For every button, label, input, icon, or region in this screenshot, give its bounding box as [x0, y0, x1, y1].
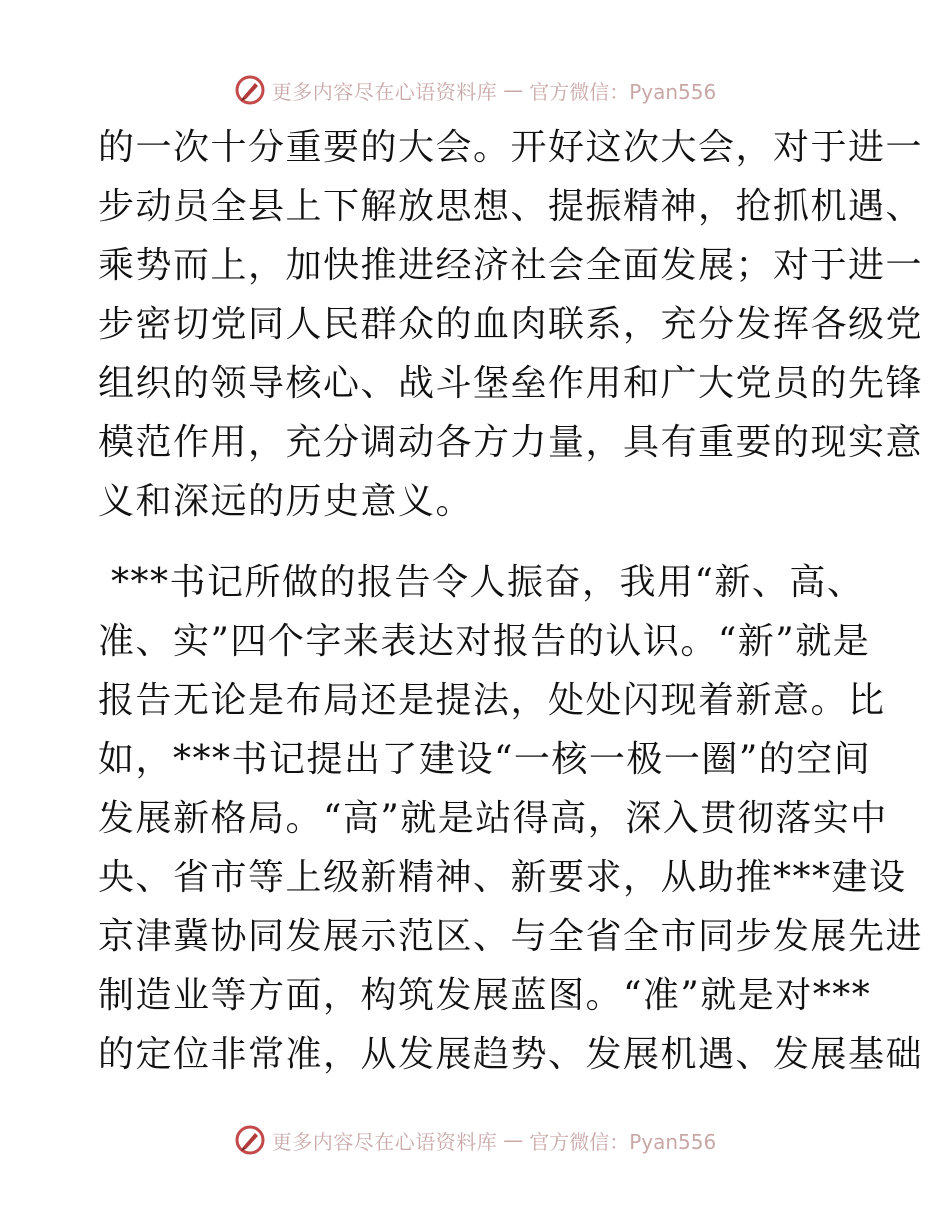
document-body [98, 118, 924, 1084]
text-line: 如，***书记提出了建设“一核一极一圈”的空间 [98, 739, 872, 780]
watermark-contact: 官方微信：Pyan556 [529, 79, 717, 104]
watermark-separator: — [503, 1128, 524, 1152]
text-line: 发展新格局。“高”就是站得高，深入贯彻落实中 [98, 798, 888, 839]
watermark-contact: 官方微信：Pyan556 [529, 1129, 717, 1154]
paragraph-spacer [98, 531, 858, 553]
text-line: 央、省市等上级新精神、新要求，从助推***建设 [98, 857, 907, 898]
text-line: 模范作用，充分调动各方力量，具有重要的现实意 [98, 422, 924, 463]
text-line: ***书记所做的报告令人振奋，我用“新、高、 [98, 562, 865, 603]
text-line: 的一次十分重要的大会。开好这次大会，对于进一 [98, 127, 924, 168]
text-line: 制造业等方面，构筑发展蓝图。“准”就是对*** [98, 975, 872, 1016]
watermark-text: 更多内容尽在心语资料库 [271, 79, 498, 104]
text-line: 步密切党同人民群众的血肉联系，充分发挥各级党 [98, 304, 924, 345]
watermark-header [0, 70, 950, 110]
watermark-separator: — [503, 78, 524, 102]
text-line: 步动员全县上下解放思想、提振精神，抢抓机遇、 [98, 186, 924, 227]
paragraph-2 [98, 553, 924, 1084]
text-line: 的定位非常准，从发展趋势、发展机遇、发展基础 [98, 1034, 924, 1075]
text-line: 义和深远的历史意义。 [98, 481, 474, 522]
pen-logo-icon [234, 1124, 266, 1156]
watermark-footer [0, 1120, 950, 1160]
paragraph-1 [98, 118, 924, 531]
text-line: 准、实”四个字来表达对报告的认识。“新”就是 [98, 621, 871, 662]
text-line: 报告无论是布局还是提法，处处闪现着新意。比 [98, 680, 886, 721]
text-line: 京津冀协同发展示范区、与全省全市同步发展先进 [98, 916, 924, 957]
watermark-text: 更多内容尽在心语资料库 [271, 1129, 498, 1154]
text-line: 组织的领导核心、战斗堡垒作用和广大党员的先锋 [98, 363, 924, 404]
pen-logo-icon [234, 74, 266, 106]
text-line: 乘势而上，加快推进经济社会全面发展；对于进一 [98, 245, 924, 286]
